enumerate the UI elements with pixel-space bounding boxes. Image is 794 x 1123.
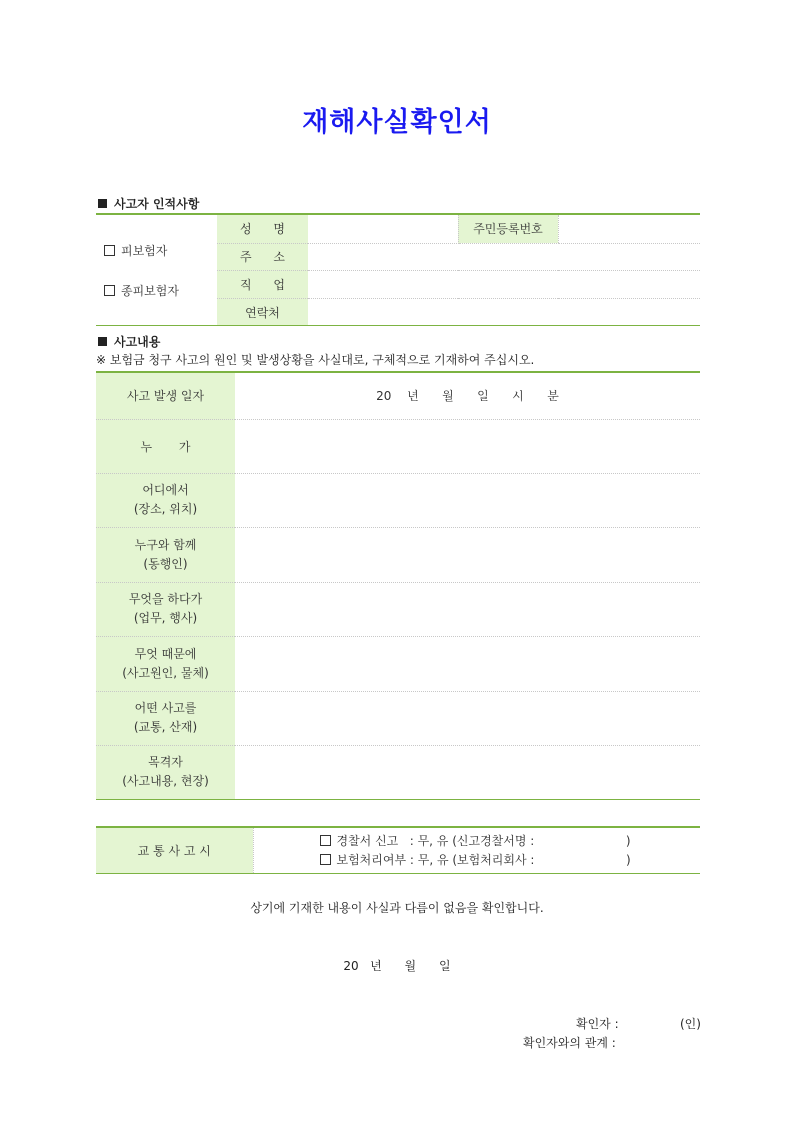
- section-personal-heading-text: 사고자 인적사항: [114, 197, 200, 211]
- insured-label: 피보험자: [121, 243, 168, 258]
- police-report-text: 경찰서 신고 : 무, 유 (신고경찰서명 : ): [336, 833, 631, 848]
- document-title: 재해사실확인서: [302, 107, 492, 138]
- address-label: 주 소: [217, 243, 308, 270]
- where-label: [96, 473, 235, 527]
- doing-what-label-line2: (업무, 행사): [133, 611, 198, 625]
- traffic-label: 교 통 사 고 시: [96, 828, 253, 873]
- contact-value[interactable]: [308, 298, 700, 326]
- where-value[interactable]: [235, 473, 700, 527]
- resident-number-label: 주민등록번호: [458, 215, 558, 243]
- relation-label: 확인자와의 관계 :: [523, 1036, 616, 1050]
- doing-what-value[interactable]: [235, 582, 700, 636]
- who-value[interactable]: [235, 419, 700, 473]
- insured-type-cell: [96, 215, 217, 326]
- cause-label: [96, 636, 235, 691]
- address-value[interactable]: [308, 243, 700, 270]
- instruction-note: ※ 보험금 청구 사고의 원인 및 발생상황을 사실대로, 구체적으로 기재하여 주십시오.: [96, 353, 535, 367]
- witness-value[interactable]: [235, 745, 700, 799]
- confirmer-label: 확인자 :: [576, 1017, 619, 1031]
- sub-insured-label: 종피보험자: [121, 283, 179, 298]
- witness-label-line2: (사고내용, 현장): [122, 774, 209, 789]
- where-label-line2: (장소, 위치): [133, 502, 198, 516]
- accident-type-label-line2: (교통, 산재): [133, 720, 198, 734]
- who-label-text: 누 가: [140, 439, 191, 454]
- traffic-details: [253, 828, 700, 873]
- checkbox-insurance-processing[interactable]: [320, 854, 331, 865]
- accident-detail-table: [96, 373, 700, 799]
- accident-date-value[interactable]: 20 년 월 일 시 분: [235, 373, 700, 419]
- name-value[interactable]: [308, 215, 458, 243]
- accident-type-label-line1: 어떤 사고를: [134, 701, 197, 715]
- witness-label: [96, 745, 235, 799]
- traffic-accident-table: [96, 828, 700, 873]
- occupation-label: 직 업: [217, 270, 308, 298]
- square-bullet-icon: [98, 337, 107, 346]
- square-bullet-icon: [98, 199, 107, 208]
- with-whom-label-line2: (동행인): [143, 556, 188, 571]
- section-accident-heading-text: 사고내용: [114, 335, 161, 349]
- who-label: [96, 419, 235, 473]
- contact-label: 연락처: [217, 298, 308, 326]
- insured-check-row: [104, 236, 217, 266]
- with-whom-value[interactable]: [235, 527, 700, 582]
- confirmation-date: 20 년 월 일: [343, 959, 451, 973]
- section-accident-bottom-rule: [96, 799, 700, 800]
- with-whom-label-line1: 누구와 함께: [134, 537, 197, 552]
- accident-type-value[interactable]: [235, 691, 700, 745]
- section-personal-heading: [98, 195, 199, 212]
- accident-type-label: [96, 691, 235, 745]
- where-label-line1: 어디에서: [142, 483, 189, 497]
- insurance-processing-line: [320, 851, 701, 870]
- doing-what-label-line1: 무엇을 하다가: [128, 592, 203, 606]
- traffic-bottom-rule: [96, 873, 700, 874]
- police-report-line: [320, 832, 701, 851]
- seal-mark: (인): [680, 1017, 701, 1031]
- witness-label-line1: 목격자: [148, 755, 183, 770]
- cause-label-line1: 무엇 때문에: [134, 646, 197, 661]
- sub-insured-check-row: [104, 276, 217, 306]
- accident-date-label: 사고 발생 일자: [96, 373, 235, 419]
- doing-what-label: [96, 582, 235, 636]
- with-whom-label: [96, 527, 235, 582]
- personal-info-table: [96, 215, 700, 326]
- insurance-processing-text: 보험처리여부 : 무, 유 (보험처리회사 : ): [336, 852, 631, 867]
- cause-value[interactable]: [235, 636, 700, 691]
- section-personal-bottom-rule: [96, 325, 700, 326]
- checkbox-insured[interactable]: [104, 245, 115, 256]
- cause-label-line2: (사고원인, 물체): [122, 665, 209, 680]
- resident-number-value[interactable]: [558, 215, 700, 243]
- name-label: 성 명: [217, 215, 308, 243]
- occupation-value[interactable]: [308, 270, 700, 298]
- checkbox-police-report[interactable]: [320, 835, 331, 846]
- checkbox-sub-insured[interactable]: [104, 285, 115, 296]
- section-accident-heading: [98, 333, 160, 350]
- confirmation-statement: 상기에 기재한 내용이 사실과 다름이 없음을 확인합니다.: [250, 901, 544, 915]
